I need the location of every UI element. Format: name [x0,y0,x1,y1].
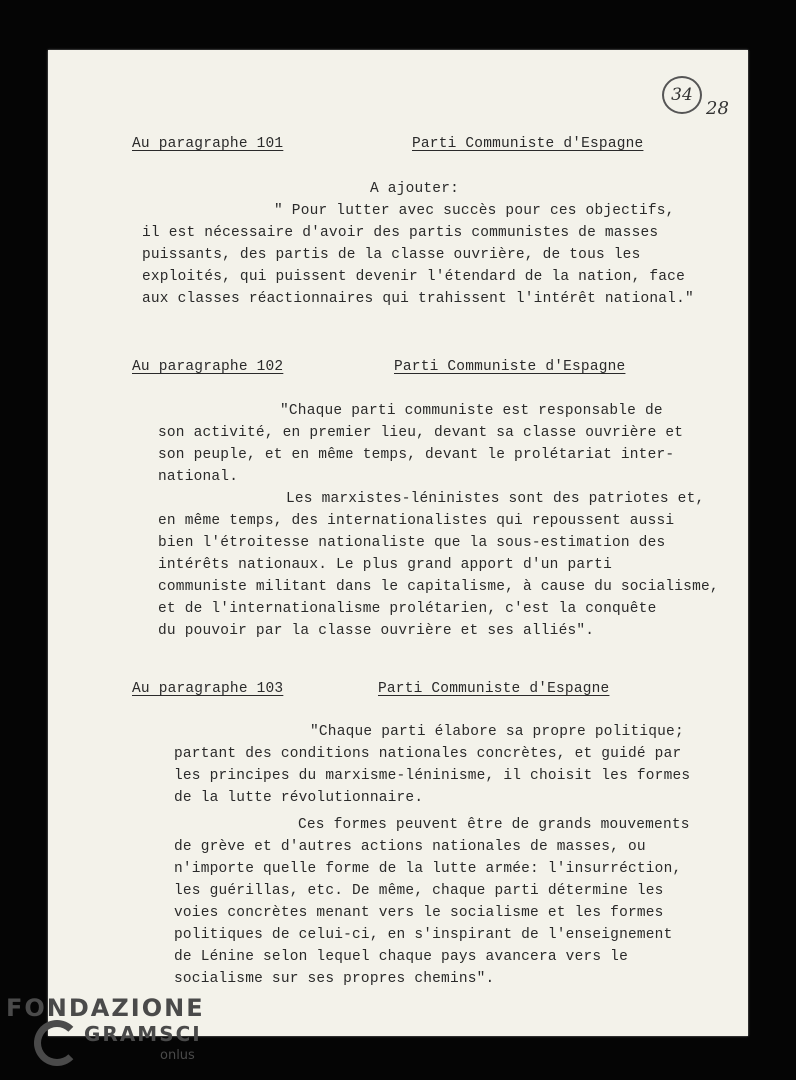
watermark-onlus: onlus [160,1048,195,1063]
section-3-paragraph-label: Au paragraphe 103 [132,681,284,697]
section-2-paragraph-label: Au paragraphe 102 [132,359,284,375]
section-2-line-5: Les marxistes-léninistes sont des patriotes et, [286,491,705,507]
section-2-line-6: en même temps, des internationalistes qui repoussent aussi [158,513,675,529]
section-3-line-9: voies concrètes menant vers le socialisme et les formes [174,905,664,921]
circled-number-text: 34 [671,85,693,105]
section-3-line-4: de la lutte révolutionnaire. [174,790,424,806]
section-2-line-11: du pouvoir par la classe ouvrière et ses alliés". [158,623,595,639]
section-1-paragraph-label: Au paragraphe 101 [132,136,284,152]
section-3-line-10: politiques de celui-ci, en s'inspirant de l'enseignement [174,927,673,943]
handwritten-page-number: 28 [706,98,729,119]
section-3-line-11: de Lénine selon lequel chaque pays avancera vers le [174,949,628,965]
section-3-line-6: de grève et d'autres actions nationales de masses, ou [174,839,646,855]
section-2-line-10: et de l'internationalisme prolétarien, c'est la conquête [158,601,657,617]
section-3-party: Parti Communiste d'Espagne [378,681,610,697]
section-2-line-9: communiste militant dans le capitalisme, à cause du socialisme, [158,579,719,595]
section-2-party: Parti Communiste d'Espagne [394,359,626,375]
section-1-line-1: A ajouter: [370,181,460,197]
watermark-gramsci: GRAMSCI [84,1022,202,1046]
section-2-line-3: son peuple, et en même temps, devant le prolétariat inter- [158,447,675,463]
section-3-line-1: "Chaque parti élabore sa propre politique; [310,724,684,740]
section-1-line-2: " Pour lutter avec succès pour ces objectifs, [274,203,675,219]
circled-page-number [662,76,702,114]
section-3-line-5: Ces formes peuvent être de grands mouvements [298,817,690,833]
section-2-line-7: bien l'étroitesse nationaliste que la sous-estimation des [158,535,666,551]
section-3-line-7: n'importe quelle forme de la lutte armée: l'insurréction, [174,861,682,877]
watermark-fondazione: FONDAZIONE [6,994,205,1022]
gramsci-logo-icon [34,1020,80,1066]
section-3-line-8: les guérillas, etc. De même, chaque parti détermine les [174,883,664,899]
section-2-line-2: son activité, en premier lieu, devant sa classe ouvrière et [158,425,684,441]
section-3-line-3: les principes du marxisme-léninisme, il choisit les formes [174,768,691,784]
section-2-line-8: intérêts nationaux. Le plus grand apport d'un parti [158,557,612,573]
section-1-line-5: exploités, qui puissent devenir l'étendard de la nation, face [142,269,685,285]
section-2-line-4: national. [158,469,239,485]
section-1-line-3: il est nécessaire d'avoir des partis communistes de masses [142,225,659,241]
section-1-party: Parti Communiste d'Espagne [412,136,644,152]
section-1-line-4: puissants, des partis de la classe ouvrière, de tous les [142,247,641,263]
section-3-line-12: socialisme sur ses propres chemins". [174,971,495,987]
section-2-line-1: "Chaque parti communiste est responsable de [280,403,663,419]
section-1-line-6: aux classes réactionnaires qui trahissent l'intérêt national." [142,291,694,307]
section-3-line-2: partant des conditions nationales concrètes, et guidé par [174,746,682,762]
